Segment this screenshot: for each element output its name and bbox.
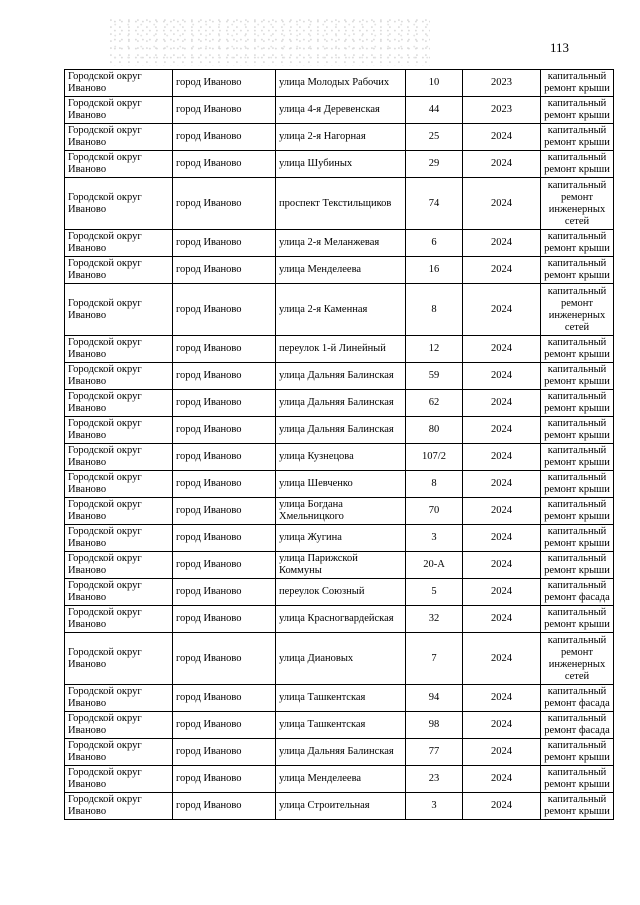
table-row: [65, 498, 614, 525]
table-row: [65, 685, 614, 712]
work-type-cell: капитальный ремонт крыши: [541, 471, 614, 498]
work-type-cell: капитальный ремонт инженерных сетей: [541, 178, 614, 230]
house-number-cell: 16: [406, 257, 463, 284]
work-type-cell: капитальный ремонт крыши: [541, 444, 614, 471]
street-cell: улица Красногвардейская: [276, 606, 406, 633]
table-body: [65, 70, 614, 820]
city-cell: город Иваново: [173, 124, 276, 151]
house-number-cell: 32: [406, 606, 463, 633]
house-number-cell: 107/2: [406, 444, 463, 471]
table-row: [65, 124, 614, 151]
municipal-district-cell: Городской округ Иваново: [65, 363, 173, 390]
work-type-cell: капитальный ремонт крыши: [541, 793, 614, 820]
municipal-district-cell: Городской округ Иваново: [65, 70, 173, 97]
city-cell: город Иваново: [173, 579, 276, 606]
table-row: [65, 606, 614, 633]
house-number-cell: 59: [406, 363, 463, 390]
work-type-cell: капитальный ремонт крыши: [541, 336, 614, 363]
municipal-district-cell: Городской округ Иваново: [65, 284, 173, 336]
house-number-cell: 94: [406, 685, 463, 712]
street-cell: улица Дальняя Балинская: [276, 739, 406, 766]
house-number-cell: 10: [406, 70, 463, 97]
year-cell: 2024: [463, 230, 541, 257]
table-row: [65, 284, 614, 336]
work-type-cell: капитальный ремонт крыши: [541, 363, 614, 390]
house-number-cell: 5: [406, 579, 463, 606]
year-cell: 2024: [463, 633, 541, 685]
housing-repair-table: [64, 69, 614, 820]
year-cell: 2024: [463, 178, 541, 230]
year-cell: 2024: [463, 417, 541, 444]
house-number-cell: 44: [406, 97, 463, 124]
municipal-district-cell: Городской округ Иваново: [65, 552, 173, 579]
work-type-cell: капитальный ремонт крыши: [541, 230, 614, 257]
street-cell: улица 4-я Деревенская: [276, 97, 406, 124]
house-number-cell: 77: [406, 739, 463, 766]
city-cell: город Иваново: [173, 498, 276, 525]
city-cell: город Иваново: [173, 230, 276, 257]
municipal-district-cell: Городской округ Иваново: [65, 124, 173, 151]
year-cell: 2023: [463, 70, 541, 97]
city-cell: город Иваново: [173, 685, 276, 712]
house-number-cell: 70: [406, 498, 463, 525]
municipal-district-cell: Городской округ Иваново: [65, 766, 173, 793]
municipal-district-cell: Городской округ Иваново: [65, 579, 173, 606]
table-row: [65, 739, 614, 766]
table-row: [65, 363, 614, 390]
work-type-cell: капитальный ремонт крыши: [541, 390, 614, 417]
house-number-cell: 74: [406, 178, 463, 230]
street-cell: улица Дальняя Балинская: [276, 390, 406, 417]
house-number-cell: 8: [406, 284, 463, 336]
table-row: [65, 471, 614, 498]
year-cell: 2024: [463, 471, 541, 498]
year-cell: 2024: [463, 739, 541, 766]
work-type-cell: капитальный ремонт крыши: [541, 498, 614, 525]
street-cell: улица Менделеева: [276, 766, 406, 793]
year-cell: 2024: [463, 525, 541, 552]
year-cell: 2024: [463, 579, 541, 606]
city-cell: город Иваново: [173, 70, 276, 97]
table-row: [65, 257, 614, 284]
municipal-district-cell: Городской округ Иваново: [65, 471, 173, 498]
year-cell: 2024: [463, 712, 541, 739]
municipal-district-cell: Городской округ Иваново: [65, 230, 173, 257]
year-cell: 2024: [463, 606, 541, 633]
year-cell: 2023: [463, 97, 541, 124]
table-row: [65, 633, 614, 685]
table-row: [65, 444, 614, 471]
municipal-district-cell: Городской округ Иваново: [65, 336, 173, 363]
house-number-cell: 29: [406, 151, 463, 178]
year-cell: 2024: [463, 390, 541, 417]
year-cell: 2024: [463, 257, 541, 284]
house-number-cell: 98: [406, 712, 463, 739]
table-row: [65, 712, 614, 739]
city-cell: город Иваново: [173, 97, 276, 124]
municipal-district-cell: Городской округ Иваново: [65, 257, 173, 284]
city-cell: город Иваново: [173, 257, 276, 284]
city-cell: город Иваново: [173, 178, 276, 230]
year-cell: 2024: [463, 151, 541, 178]
house-number-cell: 20-А: [406, 552, 463, 579]
table-row: [65, 552, 614, 579]
municipal-district-cell: Городской округ Иваново: [65, 712, 173, 739]
house-number-cell: 12: [406, 336, 463, 363]
municipal-district-cell: Городской округ Иваново: [65, 525, 173, 552]
city-cell: город Иваново: [173, 766, 276, 793]
municipal-district-cell: Городской округ Иваново: [65, 178, 173, 230]
table-row: [65, 390, 614, 417]
street-cell: улица Богдана Хмельницкого: [276, 498, 406, 525]
house-number-cell: 62: [406, 390, 463, 417]
work-type-cell: капитальный ремонт крыши: [541, 70, 614, 97]
work-type-cell: капитальный ремонт фасада: [541, 712, 614, 739]
table-row: [65, 525, 614, 552]
house-number-cell: 25: [406, 124, 463, 151]
table-row: [65, 97, 614, 124]
work-type-cell: капитальный ремонт инженерных сетей: [541, 284, 614, 336]
municipal-district-cell: Городской округ Иваново: [65, 606, 173, 633]
house-number-cell: 6: [406, 230, 463, 257]
city-cell: город Иваново: [173, 606, 276, 633]
work-type-cell: капитальный ремонт крыши: [541, 739, 614, 766]
table-row: [65, 336, 614, 363]
street-cell: улица Жугина: [276, 525, 406, 552]
street-cell: улица 2-я Нагорная: [276, 124, 406, 151]
table-row: [65, 151, 614, 178]
work-type-cell: капитальный ремонт крыши: [541, 606, 614, 633]
city-cell: город Иваново: [173, 444, 276, 471]
municipal-district-cell: Городской округ Иваново: [65, 633, 173, 685]
house-number-cell: 7: [406, 633, 463, 685]
house-number-cell: 23: [406, 766, 463, 793]
work-type-cell: капитальный ремонт крыши: [541, 151, 614, 178]
table-row: [65, 70, 614, 97]
municipal-district-cell: Городской округ Иваново: [65, 151, 173, 178]
municipal-district-cell: Городской округ Иваново: [65, 444, 173, 471]
house-number-cell: 8: [406, 471, 463, 498]
table-row: [65, 417, 614, 444]
municipal-district-cell: Городской округ Иваново: [65, 417, 173, 444]
page-number: 113: [550, 40, 570, 55]
house-number-cell: 80: [406, 417, 463, 444]
street-cell: улица Молодых Рабочих: [276, 70, 406, 97]
street-cell: улица Диановых: [276, 633, 406, 685]
street-cell: улица Дальняя Балинская: [276, 417, 406, 444]
street-cell: проспект Текстильщиков: [276, 178, 406, 230]
work-type-cell: капитальный ремонт фасада: [541, 685, 614, 712]
street-cell: улица Шевченко: [276, 471, 406, 498]
year-cell: 2024: [463, 766, 541, 793]
year-cell: 2024: [463, 793, 541, 820]
city-cell: город Иваново: [173, 390, 276, 417]
house-number-cell: 3: [406, 793, 463, 820]
street-cell: улица Шубиных: [276, 151, 406, 178]
work-type-cell: капитальный ремонт крыши: [541, 766, 614, 793]
work-type-cell: капитальный ремонт фасада: [541, 579, 614, 606]
work-type-cell: капитальный ремонт крыши: [541, 257, 614, 284]
street-cell: улица Ташкентская: [276, 712, 406, 739]
city-cell: город Иваново: [173, 284, 276, 336]
city-cell: город Иваново: [173, 417, 276, 444]
city-cell: город Иваново: [173, 151, 276, 178]
work-type-cell: капитальный ремонт инженерных сетей: [541, 633, 614, 685]
city-cell: город Иваново: [173, 633, 276, 685]
street-cell: улица Ташкентская: [276, 685, 406, 712]
city-cell: город Иваново: [173, 525, 276, 552]
municipal-district-cell: Городской округ Иваново: [65, 793, 173, 820]
table-row: [65, 579, 614, 606]
year-cell: 2024: [463, 363, 541, 390]
table-row: [65, 793, 614, 820]
scan-noise: [110, 18, 430, 66]
city-cell: город Иваново: [173, 363, 276, 390]
table-row: [65, 178, 614, 230]
municipal-district-cell: Городской округ Иваново: [65, 685, 173, 712]
municipal-district-cell: Городской округ Иваново: [65, 97, 173, 124]
street-cell: улица Кузнецова: [276, 444, 406, 471]
city-cell: город Иваново: [173, 552, 276, 579]
work-type-cell: капитальный ремонт крыши: [541, 525, 614, 552]
city-cell: город Иваново: [173, 793, 276, 820]
table-row: [65, 766, 614, 793]
street-cell: улица Строительная: [276, 793, 406, 820]
year-cell: 2024: [463, 552, 541, 579]
work-type-cell: капитальный ремонт крыши: [541, 552, 614, 579]
municipal-district-cell: Городской округ Иваново: [65, 739, 173, 766]
city-cell: город Иваново: [173, 471, 276, 498]
year-cell: 2024: [463, 336, 541, 363]
city-cell: город Иваново: [173, 739, 276, 766]
street-cell: улица Менделеева: [276, 257, 406, 284]
year-cell: 2024: [463, 284, 541, 336]
year-cell: 2024: [463, 685, 541, 712]
work-type-cell: капитальный ремонт крыши: [541, 124, 614, 151]
street-cell: переулок Союзный: [276, 579, 406, 606]
municipal-district-cell: Городской округ Иваново: [65, 498, 173, 525]
year-cell: 2024: [463, 498, 541, 525]
city-cell: город Иваново: [173, 712, 276, 739]
municipal-district-cell: Городской округ Иваново: [65, 390, 173, 417]
street-cell: улица 2-я Каменная: [276, 284, 406, 336]
year-cell: 2024: [463, 444, 541, 471]
street-cell: улица Парижской Коммуны: [276, 552, 406, 579]
street-cell: переулок 1-й Линейный: [276, 336, 406, 363]
street-cell: улица Дальняя Балинская: [276, 363, 406, 390]
city-cell: город Иваново: [173, 336, 276, 363]
work-type-cell: капитальный ремонт крыши: [541, 417, 614, 444]
house-number-cell: 3: [406, 525, 463, 552]
table-row: [65, 230, 614, 257]
work-type-cell: капитальный ремонт крыши: [541, 97, 614, 124]
street-cell: улица 2-я Меланжевая: [276, 230, 406, 257]
year-cell: 2024: [463, 124, 541, 151]
